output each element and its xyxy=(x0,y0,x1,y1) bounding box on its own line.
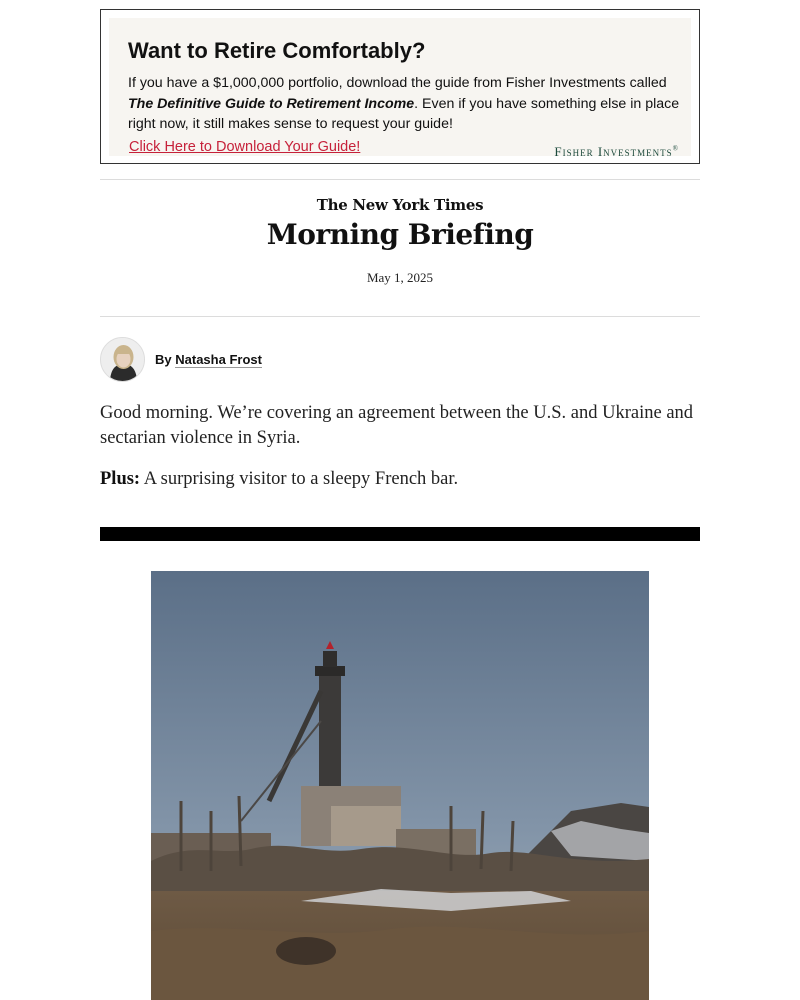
plus-paragraph xyxy=(100,467,700,492)
plus-text: A surprising visitor to a sleepy French bar. xyxy=(140,469,459,489)
ad-body-rest: . Even if you have something else in place right now, it still makes sense to request your guide! xyxy=(128,95,680,132)
registered-mark: ® xyxy=(672,144,679,153)
article-photo[interactable] xyxy=(151,571,649,1000)
fisher-investments-logo xyxy=(554,144,679,160)
ad-book-title: The Definitive Guide to Retirement Income xyxy=(128,95,415,112)
divider xyxy=(100,316,700,317)
mine-landscape-image xyxy=(151,571,649,1000)
newsletter-title: Morning Briefing xyxy=(266,218,534,251)
nyt-logo[interactable]: The New York Times xyxy=(316,196,484,214)
ad-title: Want to Retire Comfortably? xyxy=(128,38,426,63)
ad-body-line1: If you have a $1,000,000 portfolio, download the guide from Fisher Investments called xyxy=(128,75,667,91)
author-portrait-icon xyxy=(101,338,145,382)
author-name-link[interactable]: Natasha Frost xyxy=(175,352,262,367)
author-avatar[interactable] xyxy=(100,337,145,382)
advertisement[interactable] xyxy=(100,9,700,164)
issue-date: May 1, 2025 xyxy=(366,270,434,285)
ad-body xyxy=(128,73,693,135)
byline-prefix: By xyxy=(155,352,172,367)
intro-paragraph: Good morning. We’re covering an agreement between the U.S. and Ukraine and sectarian violence in Syria. xyxy=(100,403,694,448)
download-guide-link[interactable]: Click Here to Download Your Guide! xyxy=(129,139,361,155)
byline xyxy=(155,352,262,367)
plus-label: Plus: xyxy=(100,469,141,489)
brand-name: Fisher Investments xyxy=(554,144,673,159)
ad-background xyxy=(109,18,691,159)
divider xyxy=(100,179,700,180)
section-divider-bar xyxy=(100,527,700,541)
